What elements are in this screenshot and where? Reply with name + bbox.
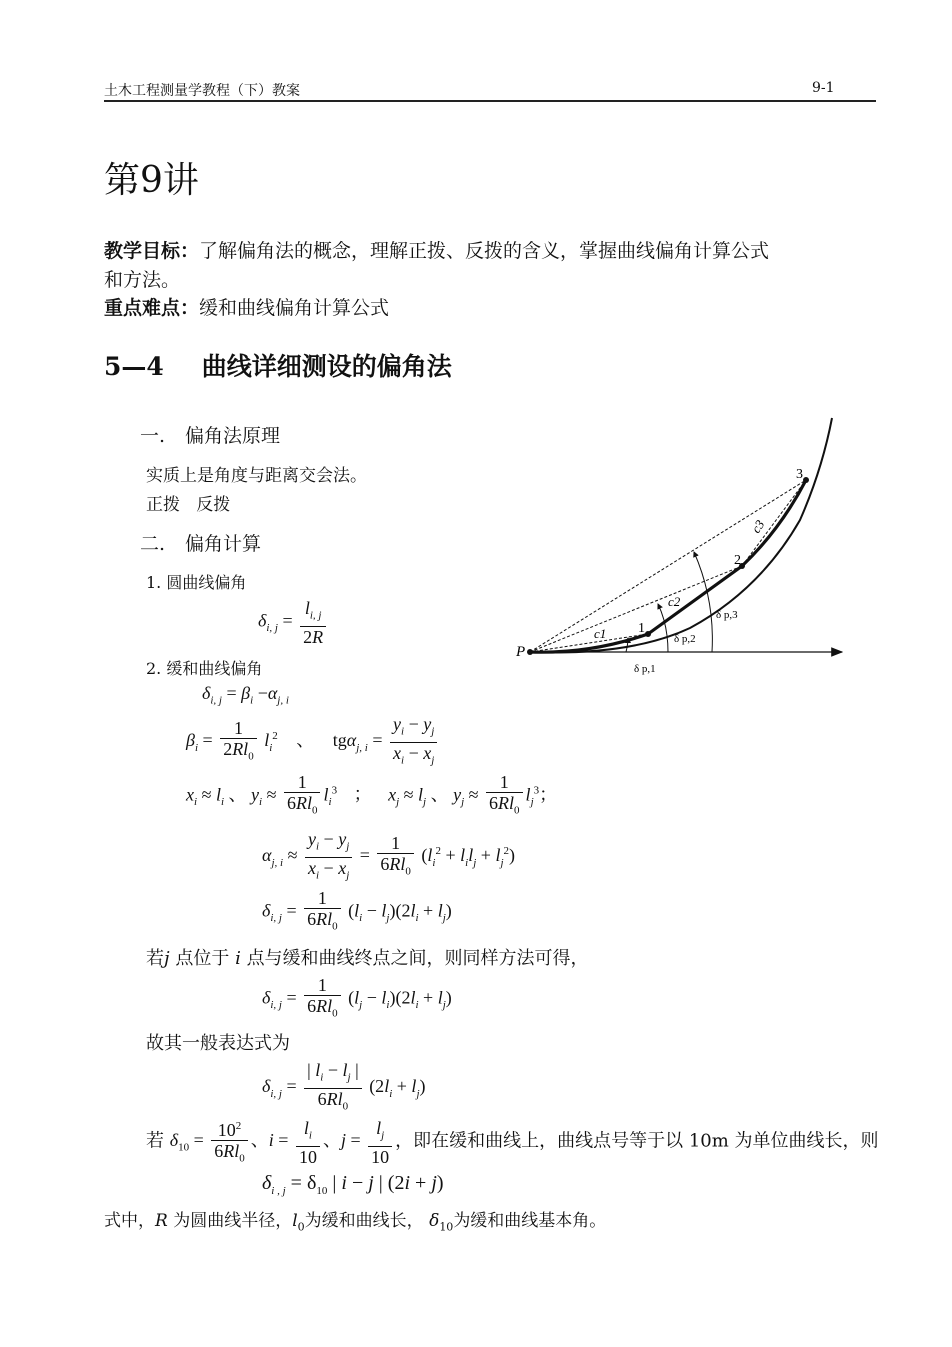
- label-point-3: 3: [796, 467, 803, 482]
- formula-approximations: $x_i \approx l_i$ 、 $y_i$ ≈ $\frac{1}{6Rl_0}$ $l_i^3$ ； $x_j \approx l_j$ 、 $y_j$ ≈ $\frac{1}{6Rl_0}$ $l_j^3$；: [186, 772, 558, 817]
- formula-general: $\delta_{i, j}$ = $\frac{| l_i - l_j |}{6Rl_0}$ $(2l_i + l_j)$: [262, 1060, 426, 1113]
- key-text: 缓和曲线偏角计算公式: [199, 297, 390, 319]
- label-point-1: 1: [638, 621, 645, 636]
- point-1-marker: [645, 631, 651, 637]
- formula-circular-deflection: $\delta_{i, j}$ = $\frac{l_{i, j}}{2R}$: [258, 598, 329, 647]
- teaching-goal: [104, 237, 884, 265]
- goal-text: 了解偏角法的概念，理解正拨、反拨的含义，掌握曲线偏角计算公式: [199, 240, 770, 262]
- section-heading: [104, 347, 452, 383]
- label-point-2: 2: [734, 553, 741, 568]
- formula-alpha-approx: $\alpha_{j, i}$ ≈ $\frac{y_i - y_j}{x_i - x_j}$ = $\frac{1}{6Rl_0}$ $(l_i^2 + l_il_j + l_j^2)$: [262, 829, 516, 882]
- part2-item2: 2. 缓和曲线偏角: [146, 659, 263, 678]
- formula-final: $\delta_{i , j} = \delta_{10}$ | i − j | (2i + j): [262, 1172, 444, 1197]
- text-where: 式中，R 为圆曲线半径，$l_0$为缓和曲线长， $\delta_{10}$为缓和曲线基本角。: [104, 1211, 607, 1234]
- goal-label: 教学目标：: [104, 240, 200, 262]
- deflection-angle-figure: [510, 410, 855, 690]
- label-delta-p2: δ p,2: [674, 633, 696, 645]
- part1-heading: [140, 421, 280, 448]
- part1-line2: 正拨 反拨: [146, 495, 231, 515]
- formula-delta-ij-1: $\delta_{i, j}$ = $\frac{1}{6Rl_0}$ $(l_i - l_j)(2l_i + l_j)$: [262, 888, 452, 933]
- lecture-title: 第9讲: [104, 160, 199, 201]
- part2-title: 偏角计算: [185, 533, 262, 555]
- angle-arc-3: [694, 552, 712, 652]
- part2-item1: 1. 圆曲线偏角: [146, 573, 247, 592]
- label-delta-p1: δ p,1: [634, 663, 656, 675]
- part1-number: 一.: [140, 425, 166, 447]
- header-title: 土木工程测量学教程（下）教案: [104, 83, 300, 99]
- part2-number: 二.: [140, 533, 166, 555]
- key-label: 重点难点：: [104, 297, 200, 319]
- header-page-number: 9-1: [812, 80, 835, 96]
- label-c2: c2: [668, 594, 681, 609]
- section-title: 曲线详细测设的偏角法: [201, 352, 452, 381]
- part1-line1: 实质上是角度与距离交会法。: [146, 466, 367, 486]
- section-number: 5—4: [104, 352, 164, 381]
- part1-title: 偏角法原理: [185, 425, 281, 447]
- formula-delta-ij-2: $\delta_{i, j}$ = $\frac{1}{6Rl_0}$ $(l_j - l_i)(2l_i + l_j)$: [262, 975, 452, 1020]
- formula-beta-alpha: $\beta_i$ = $\frac{1}{2Rl_0}$ $l_i^2$ 、 tgα$_{j, i}$ = $\frac{y_i - y_j}{x_i - x_j}$: [186, 714, 440, 770]
- key-points: [104, 294, 389, 322]
- label-P: P: [516, 644, 526, 660]
- label-c3: c3: [748, 517, 768, 536]
- label-delta-p3: δ p,3: [716, 609, 738, 621]
- header-rule: [104, 100, 876, 102]
- goal-text-continued: 和方法。: [104, 269, 181, 291]
- point-P-marker: [527, 649, 533, 655]
- angle-arc-2: [658, 604, 668, 652]
- point-3-marker: [803, 477, 809, 483]
- text-general: 故其一般表达式为: [146, 1033, 290, 1054]
- text-j-point: 若j 点位于 i 点与缓和曲线终点之间，则同样方法可得，: [146, 948, 589, 969]
- curve-outline: [530, 418, 832, 653]
- formula-transition-deflection: $\delta_{i, j} = \beta_i -\alpha_{j, i}$: [202, 683, 289, 707]
- part2-heading: [140, 529, 261, 556]
- chord-p3: [530, 480, 806, 652]
- label-c1: c1: [594, 626, 607, 641]
- text-conclusion: 若 $\delta_{10}$ = $\frac{10^2}{6Rl_0}$ 、i = $\frac{l_i}{10}$ 、j = $\frac{l_j}{10}$ ，即在缓和曲线上，曲线点号等于以 10m 为单位曲线长，则: [146, 1118, 879, 1167]
